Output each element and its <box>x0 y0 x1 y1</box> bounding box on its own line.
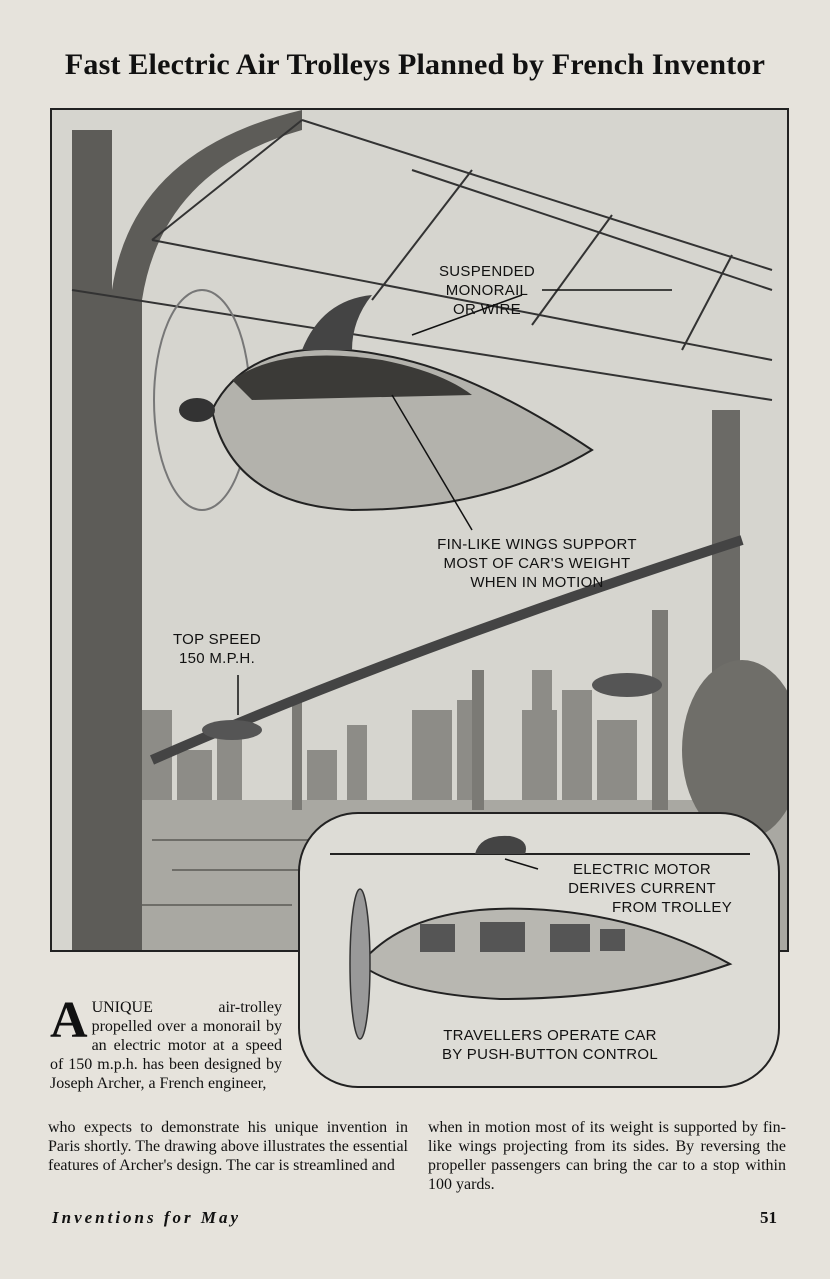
page-number: 51 <box>760 1208 777 1227</box>
callout-control-line-1: TRAVELLERS OPERATE CAR <box>443 1027 657 1044</box>
callout-monorail <box>397 262 577 319</box>
article-column-1-text: who expects to demonstrate his unique invention in Paris shortly. The drawing above illustrates the essential features of Archer's design. The car is streamlined and <box>48 1119 408 1174</box>
callout-fin-line-3: WHEN IN MOTION <box>470 574 604 591</box>
callout-control-line-2: BY PUSH-BUTTON CONTROL <box>441 1046 659 1063</box>
callout-top-speed <box>162 630 272 668</box>
article-intro <box>50 992 282 1093</box>
callout-speed-line-1: TOP SPEED <box>172 631 261 648</box>
page-title: Fast Electric Air Trolleys Planned by French Inventor <box>64 48 766 81</box>
drop-cap: A <box>50 992 88 1049</box>
callout-motor-line-2: DERIVES CURRENT <box>568 880 716 897</box>
callout-motor-line-1: ELECTRIC MOTOR <box>572 861 712 878</box>
callout-speed-line-2: 150 M.P.H. <box>178 650 256 667</box>
callout-electric-motor <box>532 860 752 917</box>
footer-section: Inventions for May <box>52 1208 242 1227</box>
article-column-2 <box>428 1118 786 1194</box>
callout-monorail-line-1: SUSPENDED MONORAIL <box>438 263 536 299</box>
article-column-1 <box>48 1118 408 1175</box>
callout-fin-line-1: FIN-LIKE WINGS SUPPORT <box>437 536 637 553</box>
article-column-2-text: when in motion most of its weight is supported by fin-like wings projecting from its sides. By reversing the propeller passengers can bring the car to a stop within 100 yards. <box>428 1119 786 1193</box>
callout-motor-line-3: FROM TROLLEY <box>611 899 732 916</box>
callout-push-button <box>400 1026 700 1064</box>
callout-monorail-line-2: OR WIRE <box>453 301 521 318</box>
callout-fin-wings <box>392 535 682 592</box>
callout-fin-line-2: MOST OF CAR'S WEIGHT <box>443 555 631 572</box>
distant-trolley-2 <box>592 673 662 697</box>
cutaway-inset <box>298 812 780 1088</box>
article-intro-text: UNIQUE air-trolley propelled over a monorail by an electric motor at a speed of 150 m.p.h. has been designed by Joseph Archer, a French engineer, <box>50 999 282 1092</box>
distant-trolley-1 <box>202 720 262 740</box>
